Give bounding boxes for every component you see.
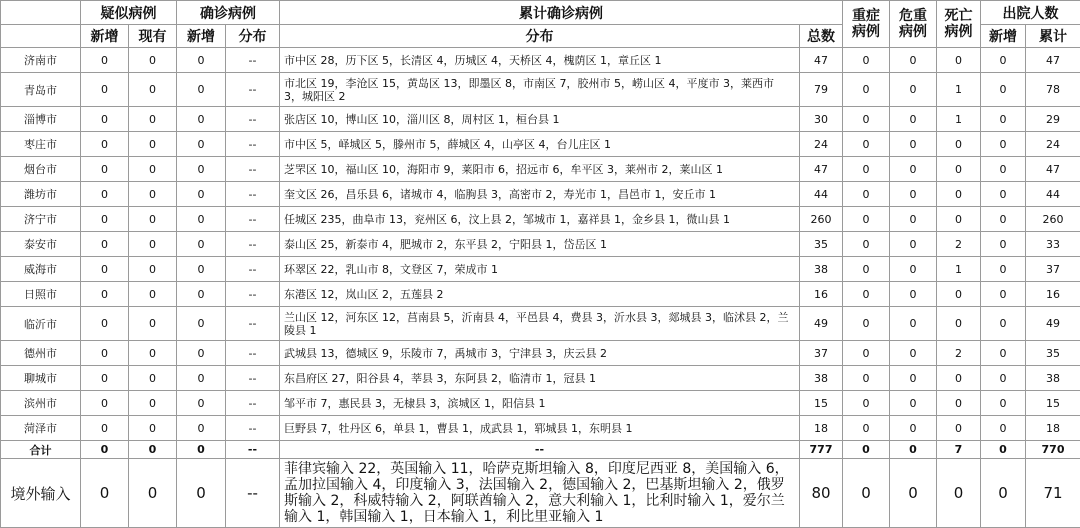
critical-cell: 0	[890, 416, 937, 441]
cumulative-distribution-cell: 张店区 10，博山区 10，淄川区 8，周村区 1，桓台县 1	[280, 107, 800, 132]
death-cell: 0	[937, 182, 981, 207]
confirmed-new-cell: 0	[177, 366, 226, 391]
subheader-confirmed-distribution: 分布	[226, 25, 280, 48]
subheader-cumulative-total: 总数	[800, 25, 843, 48]
suspected-new-cell: 0	[81, 207, 129, 232]
header-critical: 危重病例	[890, 1, 937, 48]
discharged-cumulative-cell: 49	[1026, 307, 1080, 341]
confirmed-new-cell: 0	[177, 459, 226, 528]
confirmed-distribution-cell: --	[226, 73, 280, 107]
cumulative-distribution-cell: 任城区 235，曲阜市 13，兖州区 6，汶上县 2，邹城市 1，嘉祥县 1，金乡县 1，微山县 1	[280, 207, 800, 232]
critical-cell: 0	[890, 132, 937, 157]
table-row	[1, 416, 1080, 441]
suspected-new-cell: 0	[81, 232, 129, 257]
city-cell: 境外输入	[1, 459, 81, 528]
suspected-new-cell: 0	[81, 282, 129, 307]
cumulative-total-cell: 777	[800, 441, 843, 459]
severe-cell: 0	[843, 257, 890, 282]
table-row	[1, 48, 1080, 73]
discharged-cumulative-cell: 44	[1026, 182, 1080, 207]
suspected-new-cell: 0	[81, 73, 129, 107]
suspected-new-cell: 0	[81, 307, 129, 341]
city-cell: 泰安市	[1, 232, 81, 257]
table-body	[1, 48, 1080, 528]
death-cell: 1	[937, 73, 981, 107]
city-cell: 临沂市	[1, 307, 81, 341]
suspected-current-cell: 0	[129, 157, 177, 182]
suspected-current-cell: 0	[129, 132, 177, 157]
severe-cell: 0	[843, 232, 890, 257]
cumulative-total-cell: 80	[800, 459, 843, 528]
cumulative-total-cell: 38	[800, 257, 843, 282]
cumulative-distribution-cell: 奎文区 26，昌乐县 6，诸城市 4，临朐县 3，高密市 2，寿光市 1，昌邑市 1，安丘市 1	[280, 182, 800, 207]
discharged-new-cell: 0	[981, 366, 1026, 391]
table-row	[1, 232, 1080, 257]
table-row	[1, 307, 1080, 341]
confirmed-new-cell: 0	[177, 73, 226, 107]
cumulative-distribution-cell: 市中区 28，历下区 5，长清区 4，历城区 4，天桥区 4，槐荫区 1，章丘区 1	[280, 48, 800, 73]
confirmed-distribution-cell: --	[226, 232, 280, 257]
confirmed-new-cell: 0	[177, 157, 226, 182]
header-cumulative: 累计确诊病例	[280, 1, 843, 25]
header-death: 死亡病例	[937, 1, 981, 48]
discharged-new-cell: 0	[981, 48, 1026, 73]
discharged-cumulative-cell: 71	[1026, 459, 1080, 528]
severe-cell: 0	[843, 182, 890, 207]
suspected-current-cell: 0	[129, 341, 177, 366]
cumulative-total-cell: 18	[800, 416, 843, 441]
suspected-current-cell: 0	[129, 366, 177, 391]
severe-cell: 0	[843, 459, 890, 528]
critical-cell: 0	[890, 232, 937, 257]
death-cell: 7	[937, 441, 981, 459]
cumulative-distribution-cell: 邹平市 7，惠民县 3，无棣县 3，滨城区 1，阳信县 1	[280, 391, 800, 416]
confirmed-distribution-cell: --	[226, 441, 280, 459]
severe-cell: 0	[843, 441, 890, 459]
suspected-current-cell: 0	[129, 182, 177, 207]
discharged-new-cell: 0	[981, 107, 1026, 132]
city-cell: 滨州市	[1, 391, 81, 416]
suspected-current-cell: 0	[129, 107, 177, 132]
suspected-new-cell: 0	[81, 366, 129, 391]
discharged-cumulative-cell: 260	[1026, 207, 1080, 232]
cumulative-distribution-cell: 市中区 5，峄城区 5，滕州市 5，薛城区 4，山亭区 4，台儿庄区 1	[280, 132, 800, 157]
cumulative-distribution-cell: 东港区 12，岚山区 2，五莲县 2	[280, 282, 800, 307]
severe-cell: 0	[843, 157, 890, 182]
confirmed-distribution-cell: --	[226, 459, 280, 528]
suspected-new-cell: 0	[81, 441, 129, 459]
table-row	[1, 207, 1080, 232]
severe-cell: 0	[843, 307, 890, 341]
table-row	[1, 257, 1080, 282]
confirmed-distribution-cell: --	[226, 307, 280, 341]
confirmed-new-cell: 0	[177, 207, 226, 232]
critical-cell: 0	[890, 459, 937, 528]
table-row	[1, 366, 1080, 391]
cumulative-distribution-cell: --	[280, 441, 800, 459]
death-cell: 0	[937, 132, 981, 157]
table-row	[1, 132, 1080, 157]
suspected-current-cell: 0	[129, 441, 177, 459]
severe-cell: 0	[843, 366, 890, 391]
critical-cell: 0	[890, 73, 937, 107]
suspected-current-cell: 0	[129, 282, 177, 307]
subheader-suspected-current: 现有	[129, 25, 177, 48]
death-cell: 0	[937, 416, 981, 441]
confirmed-distribution-cell: --	[226, 391, 280, 416]
suspected-new-cell: 0	[81, 182, 129, 207]
discharged-new-cell: 0	[981, 73, 1026, 107]
death-cell: 0	[937, 307, 981, 341]
suspected-current-cell: 0	[129, 73, 177, 107]
discharged-cumulative-cell: 35	[1026, 341, 1080, 366]
confirmed-new-cell: 0	[177, 48, 226, 73]
confirmed-new-cell: 0	[177, 416, 226, 441]
header-severe: 重症病例	[843, 1, 890, 48]
suspected-new-cell: 0	[81, 391, 129, 416]
critical-cell: 0	[890, 182, 937, 207]
subheader-discharged-new: 新增	[981, 25, 1026, 48]
discharged-new-cell: 0	[981, 282, 1026, 307]
cumulative-total-cell: 16	[800, 282, 843, 307]
death-cell: 0	[937, 157, 981, 182]
subheader-suspected-new: 新增	[81, 25, 129, 48]
city-cell: 德州市	[1, 341, 81, 366]
city-cell: 济南市	[1, 48, 81, 73]
death-cell: 0	[937, 366, 981, 391]
critical-cell: 0	[890, 307, 937, 341]
city-cell: 青岛市	[1, 73, 81, 107]
table-row	[1, 157, 1080, 182]
suspected-new-cell: 0	[81, 257, 129, 282]
table-row	[1, 282, 1080, 307]
discharged-new-cell: 0	[981, 307, 1026, 341]
confirmed-distribution-cell: --	[226, 48, 280, 73]
table-row	[1, 107, 1080, 132]
confirmed-new-cell: 0	[177, 107, 226, 132]
city-cell: 烟台市	[1, 157, 81, 182]
death-cell: 0	[937, 282, 981, 307]
header-confirmed: 确诊病例	[177, 1, 280, 25]
confirmed-new-cell: 0	[177, 282, 226, 307]
critical-cell: 0	[890, 48, 937, 73]
cumulative-total-cell: 49	[800, 307, 843, 341]
confirmed-new-cell: 0	[177, 182, 226, 207]
cumulative-total-cell: 79	[800, 73, 843, 107]
cumulative-total-cell: 38	[800, 366, 843, 391]
discharged-cumulative-cell: 29	[1026, 107, 1080, 132]
critical-cell: 0	[890, 282, 937, 307]
death-cell: 0	[937, 459, 981, 528]
cumulative-total-cell: 35	[800, 232, 843, 257]
suspected-new-cell: 0	[81, 416, 129, 441]
cumulative-total-cell: 30	[800, 107, 843, 132]
city-cell: 淄博市	[1, 107, 81, 132]
cumulative-total-cell: 260	[800, 207, 843, 232]
discharged-cumulative-cell: 47	[1026, 157, 1080, 182]
severe-cell: 0	[843, 107, 890, 132]
cumulative-distribution-cell: 芝罘区 10，福山区 10，海阳市 9，莱阳市 6，招远市 6，牟平区 3，莱州市 2，莱山区 1	[280, 157, 800, 182]
critical-cell: 0	[890, 257, 937, 282]
discharged-new-cell: 0	[981, 459, 1026, 528]
discharged-new-cell: 0	[981, 207, 1026, 232]
death-cell: 0	[937, 207, 981, 232]
suspected-current-cell: 0	[129, 391, 177, 416]
suspected-current-cell: 0	[129, 207, 177, 232]
suspected-new-cell: 0	[81, 107, 129, 132]
severe-cell: 0	[843, 132, 890, 157]
subheader-confirmed-new: 新增	[177, 25, 226, 48]
confirmed-distribution-cell: --	[226, 132, 280, 157]
suspected-current-cell: 0	[129, 257, 177, 282]
severe-cell: 0	[843, 48, 890, 73]
cumulative-distribution-cell: 市北区 19，李沧区 15，黄岛区 13，即墨区 8，市南区 7，胶州市 5，崂山区 4，平度市 3，莱西市 3，城阳区 2	[280, 73, 800, 107]
city-cell: 潍坊市	[1, 182, 81, 207]
severe-cell: 0	[843, 207, 890, 232]
confirmed-distribution-cell: --	[226, 282, 280, 307]
cumulative-total-cell: 37	[800, 341, 843, 366]
critical-cell: 0	[890, 341, 937, 366]
discharged-cumulative-cell: 18	[1026, 416, 1080, 441]
table-row	[1, 73, 1080, 107]
total-row	[1, 441, 1080, 459]
discharged-cumulative-cell: 16	[1026, 282, 1080, 307]
cumulative-total-cell: 44	[800, 182, 843, 207]
cumulative-distribution-cell: 泰山区 25，新泰市 4，肥城市 2，东平县 2，宁阳县 1，岱岳区 1	[280, 232, 800, 257]
death-cell: 2	[937, 341, 981, 366]
city-cell: 菏泽市	[1, 416, 81, 441]
subheader-cumulative-distribution: 分布	[280, 25, 800, 48]
confirmed-new-cell: 0	[177, 257, 226, 282]
discharged-new-cell: 0	[981, 416, 1026, 441]
table-header	[1, 1, 1080, 48]
death-cell: 1	[937, 257, 981, 282]
discharged-cumulative-cell: 33	[1026, 232, 1080, 257]
cumulative-total-cell: 47	[800, 157, 843, 182]
confirmed-distribution-cell: --	[226, 341, 280, 366]
suspected-current-cell: 0	[129, 459, 177, 528]
discharged-cumulative-cell: 37	[1026, 257, 1080, 282]
confirmed-distribution-cell: --	[226, 157, 280, 182]
discharged-cumulative-cell: 15	[1026, 391, 1080, 416]
cumulative-distribution-cell: 东昌府区 27，阳谷县 4，莘县 3，东阿县 2，临清市 1，冠县 1	[280, 366, 800, 391]
discharged-new-cell: 0	[981, 232, 1026, 257]
table-row	[1, 391, 1080, 416]
death-cell: 0	[937, 391, 981, 416]
header-discharged: 出院人数	[981, 1, 1080, 25]
discharged-cumulative-cell: 78	[1026, 73, 1080, 107]
cumulative-total-cell: 47	[800, 48, 843, 73]
confirmed-distribution-cell: --	[226, 107, 280, 132]
confirmed-distribution-cell: --	[226, 366, 280, 391]
confirmed-distribution-cell: --	[226, 207, 280, 232]
header-suspected: 疑似病例	[81, 1, 177, 25]
suspected-current-cell: 0	[129, 307, 177, 341]
city-cell: 枣庄市	[1, 132, 81, 157]
confirmed-new-cell: 0	[177, 341, 226, 366]
city-cell: 济宁市	[1, 207, 81, 232]
cumulative-total-cell: 24	[800, 132, 843, 157]
severe-cell: 0	[843, 73, 890, 107]
confirmed-distribution-cell: --	[226, 182, 280, 207]
confirmed-new-cell: 0	[177, 232, 226, 257]
discharged-new-cell: 0	[981, 391, 1026, 416]
suspected-current-cell: 0	[129, 48, 177, 73]
discharged-new-cell: 0	[981, 341, 1026, 366]
severe-cell: 0	[843, 341, 890, 366]
suspected-new-cell: 0	[81, 132, 129, 157]
critical-cell: 0	[890, 157, 937, 182]
suspected-new-cell: 0	[81, 459, 129, 528]
cumulative-total-cell: 15	[800, 391, 843, 416]
death-cell: 1	[937, 107, 981, 132]
confirmed-new-cell: 0	[177, 441, 226, 459]
cumulative-distribution-cell: 武城县 13，德城区 9，乐陵市 7，禹城市 3，宁津县 3，庆云县 2	[280, 341, 800, 366]
severe-cell: 0	[843, 391, 890, 416]
suspected-current-cell: 0	[129, 416, 177, 441]
confirmed-distribution-cell: --	[226, 416, 280, 441]
critical-cell: 0	[890, 107, 937, 132]
city-cell: 聊城市	[1, 366, 81, 391]
discharged-new-cell: 0	[981, 257, 1026, 282]
discharged-cumulative-cell: 38	[1026, 366, 1080, 391]
critical-cell: 0	[890, 391, 937, 416]
city-cell: 日照市	[1, 282, 81, 307]
subheader-discharged-cumulative: 累计	[1026, 25, 1080, 48]
critical-cell: 0	[890, 366, 937, 391]
discharged-new-cell: 0	[981, 441, 1026, 459]
discharged-cumulative-cell: 47	[1026, 48, 1080, 73]
suspected-new-cell: 0	[81, 48, 129, 73]
severe-cell: 0	[843, 282, 890, 307]
confirmed-new-cell: 0	[177, 132, 226, 157]
discharged-new-cell: 0	[981, 132, 1026, 157]
suspected-current-cell: 0	[129, 232, 177, 257]
header-city-corner	[1, 1, 81, 25]
discharged-new-cell: 0	[981, 157, 1026, 182]
cumulative-distribution-cell: 环翠区 22，乳山市 8，文登区 7，荣成市 1	[280, 257, 800, 282]
confirmed-new-cell: 0	[177, 307, 226, 341]
cumulative-distribution-cell: 兰山区 12，河东区 12，莒南县 5，沂南县 4，平邑县 4，费县 3，沂水县 3，郯城县 3，临沭县 2，兰陵县 1	[280, 307, 800, 341]
severe-cell: 0	[843, 416, 890, 441]
cumulative-distribution-cell: 巨野县 7，牡丹区 6，单县 1，曹县 1，成武县 1，郓城县 1，东明县 1	[280, 416, 800, 441]
table-row	[1, 341, 1080, 366]
city-cell: 威海市	[1, 257, 81, 282]
suspected-new-cell: 0	[81, 157, 129, 182]
city-cell: 合计	[1, 441, 81, 459]
suspected-new-cell: 0	[81, 341, 129, 366]
confirmed-new-cell: 0	[177, 391, 226, 416]
discharged-new-cell: 0	[981, 182, 1026, 207]
death-cell: 0	[937, 48, 981, 73]
death-cell: 2	[937, 232, 981, 257]
header-city-corner-lower	[1, 25, 81, 48]
table-row	[1, 182, 1080, 207]
imported-cases-row	[1, 459, 1080, 528]
confirmed-distribution-cell: --	[226, 257, 280, 282]
critical-cell: 0	[890, 441, 937, 459]
discharged-cumulative-cell: 24	[1026, 132, 1080, 157]
cumulative-distribution-cell: 菲律宾输入 22，英国输入 11，哈萨克斯坦输入 8，印度尼西亚 8，美国输入 6，孟加拉国输入 4，印度输入 3，法国输入 2，德国输入 2，巴基斯坦输入 2，俄罗斯输入 2，科威特输入 2，阿联酋输入 2，意大利输入 1，比利时输入 1，爱尔兰输入 1，韩国输入 1，日本输入 1，利比里亚输入 1	[280, 459, 800, 528]
discharged-cumulative-cell: 770	[1026, 441, 1080, 459]
critical-cell: 0	[890, 207, 937, 232]
